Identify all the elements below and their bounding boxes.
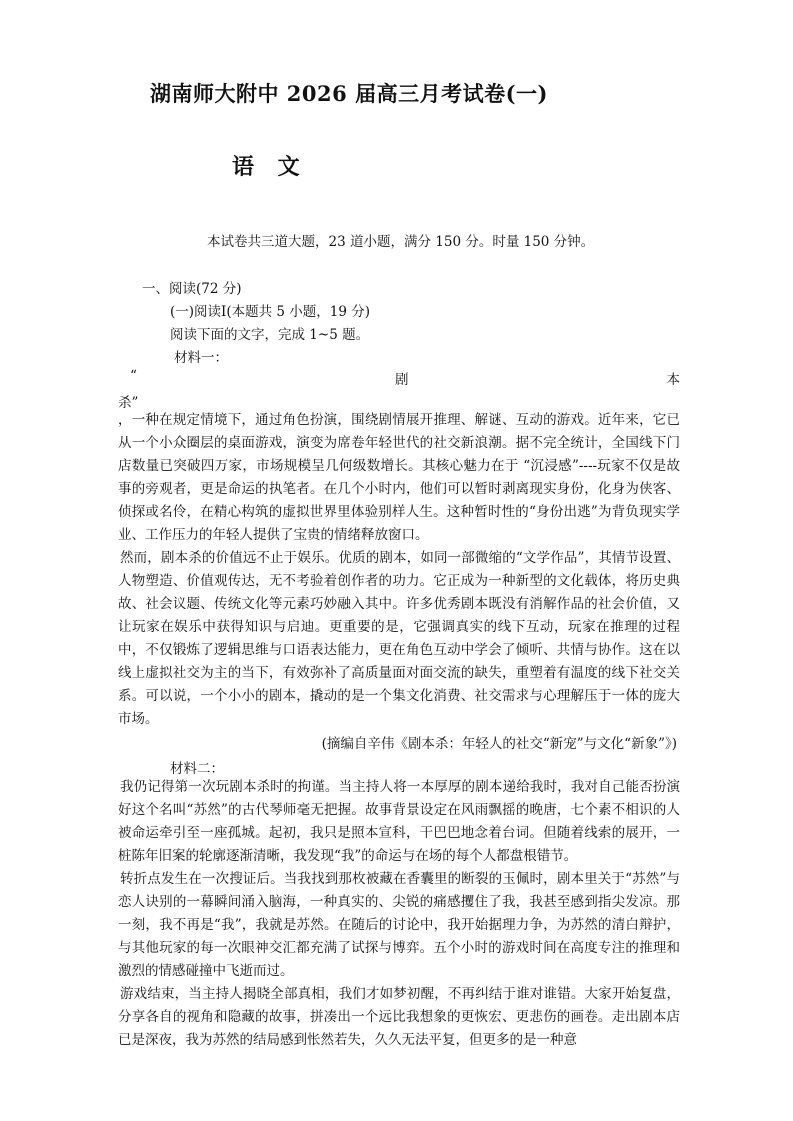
sub-section-heading: (一)阅读Ⅰ(本题共 5 小题，19 分) — [170, 304, 371, 320]
subject-title: 语 文 — [232, 154, 308, 180]
material2-paragraph-2: 转折点发生在一次搜证后。当我找到那枚被藏在香囊里的断裂的玉佩时，剧本里关于“苏然”与恋人诀别的一幕瞬间涌入脑海，一种真实的、尖锐的痛感攫住了我，我甚至感到指尖发凉。那一刻，我不再是“我”，我就是苏然。在随后的讨论中，我开始据理力争，为苏然的清白辩护，与其他玩家的每一次眼神交汇都充满了试探与博弈。五个小时的游戏时间在高度专注的推理和激烈的情感碰撞中飞逝而过。 — [118, 871, 680, 979]
wrapped-line: 杀” — [118, 395, 139, 411]
material2-paragraph-1: 我仍记得第一次玩剧本杀时的拘谨。当主持人将一本厚厚的剧本递给我时，我对自己能否扮演好这个名叫“苏然”的古代琴师毫无把握。故事背景设定在风雨飘摇的晚唐，七个素不相识的人被命运牵引至一座孤城。起初，我只是照本宣科，干巴巴地念着台词。但随着线索的展开，一桩陈年旧案的轮廓逐渐清晰，我发现“我”的命运与在场的每个人都盘根错节。 — [118, 779, 680, 864]
exam-title: 湖南师大附中 2026 届高三月考试卷(一) — [150, 81, 548, 106]
material2-paragraph-3: 游戏结束，当主持人揭晓全部真相，我们才如梦初醒，不再纠结于谁对谁错。大家开始复盘，分享各自的视角和隐藏的故事，拼凑出一个远比我想象的更恢宏、更悲伤的画卷。走出剧本店已是深夜，我为苏然的结局感到怅然若失，久久无法平复，但更多的是一种意 — [118, 986, 680, 1048]
material1-paragraph-1: ，一种在规定情境下，通过角色扮演，围绕剧情展开推理、解谜、互动的游戏。近年来，它已从一个小众圈层的桌面游戏，演变为席卷年轻世代的社交新浪潮。据不完全统计，全国线下门店数量已突破四万家，市场规模呈几何级数增长。其核心魅力在于 “沉浸感”----玩家不仅是故事的旁观者，更是命运的执笔者。在几个小时内，他们可以暂时剥离现实身份，化身为侠客、侦探或名伶，在精心构筑的虚拟世界里体验别样人生。这种暂时性的“身份出逃”为背负现实学业、工作压力的年轻人提供了宝贵的情绪释放窗口。 — [118, 412, 680, 543]
material1-source: (摘编自辛伟《剧本杀：年轻人的社交“新宠”与文化“新象”》) — [321, 736, 677, 752]
exam-intro: 本试卷共三道大题，23 道小题，满分 150 分。时量 150 分钟。 — [207, 234, 595, 250]
reading-instruction: 阅读下面的文字，完成 1~5 题。 — [170, 327, 370, 343]
spread-char: 剧 — [394, 372, 409, 388]
section-heading: 一、阅读(72 分) — [142, 281, 242, 297]
material1-paragraph-2: 然而，剧本杀的价值远不止于娱乐。优质的剧本，如同一部微缩的“文学作品”，其情节设置、人物塑造、价值观传达，无不考验着创作者的功力。它正成为一种新型的文化载体，将历史典故、社会议题、传统文化等元素巧妙融入其中。许多优秀剧本既没有消解作品的社会价值，又让玩家在娱乐中获得知识与启迪。更重要的是，它强调真实的线下互动，玩家在推理的过程中，不仅锻炼了逻辑思维与口语表达能力，更在角色互动中学会了倾听、共情与协作。这在以线上虚拟社交为主的当下，有效弥补了高质量面对面交流的缺失，重塑着有温度的线下社交关系。可以说，一个小小的剧本，撬动的是一个集文化消费、社交需求与心理解压于一体的庞大市场。 — [118, 550, 680, 727]
spread-char: “ — [130, 368, 137, 384]
material2-label: 材料二： — [170, 761, 224, 777]
material1-label: 材料一： — [174, 350, 228, 366]
spread-line — [130, 368, 680, 388]
spread-char: 本 — [666, 372, 680, 388]
